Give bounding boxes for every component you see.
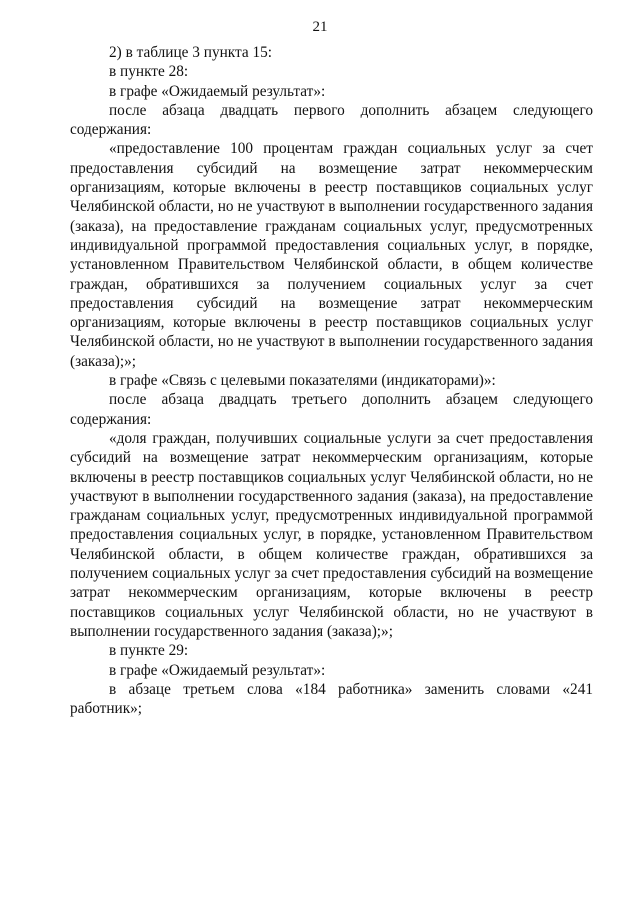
paragraph-new-text-indicator: «доля граждан, получивших социальные услуги за счет предоставления субсидий на возмещение затрат некоммерческим организациям, которые включены в реестр поставщиков социальных услуг Челябинской области, но не участвуют в выполнении государственного задания (заказа), на предоставление гражданам социальных услуг, предусмотренных индивидуальной программой предоставления социальных услуг, в порядке, установленном Правительством Челябинской области, в общем количестве граждан, обратившихся за получением социальных услуг за счет предоставления субсидий на возмещение затрат некоммерческим организациям, которые включены в реестр поставщиков социальных услуг Челябинской области, но не участвуют в выполнении государственного задания (заказа);»; — [70, 429, 593, 640]
paragraph-item-28: в пункте 28: — [109, 63, 189, 81]
paragraph-add-after-23: после абзаца двадцать третьего дополнить абзацем следующего содержания: — [70, 391, 593, 428]
paragraph-add-after-21: после абзаца двадцать первого дополнить абзацем следующего содержания: — [70, 101, 593, 139]
paragraph-table-3-item-15: 2) в таблице 3 пункта 15: — [109, 44, 273, 61]
paragraph-expected-result-column-2: в графе «Ожидаемый результат»: — [109, 661, 326, 679]
paragraph-expected-result-column: в графе «Ожидаемый результат»: — [109, 82, 326, 100]
paragraph-new-text-expected-result: «предоставление 100 процентам граждан социальных услуг за счет предоставления субсидий на возмещение затрат некоммерческим организациям, которые включены в реестр поставщиков социальных услуг Челябинской области, но не участвуют в выполнении государственного задания (заказа), на предоставление гражданам социальных услуг, предусмотренных индивидуальной программой предоставления социальных услуг, в порядке, установленном Правительством Челябинской области, в общем количестве граждан, обратившихся за получением социальных услуг за счет предоставления субсидий на возмещение затрат некоммерческим организациям, которые включены в реестр поставщиков социальных услуг Челябинской области, но не участвуют в выполнении государственного задания (заказа);»; — [70, 140, 593, 370]
paragraph-replace-workers: в абзаце третьем слова «184 работника» заменить словами «241 работник»; — [70, 680, 593, 718]
document-body — [70, 43, 593, 718]
paragraph-item-29: в пункте 29: — [109, 642, 189, 660]
paragraph-indicators-column: в графе «Связь с целевыми показателями (индикаторами)»: — [109, 372, 496, 390]
page-number: 21 — [312, 19, 328, 35]
